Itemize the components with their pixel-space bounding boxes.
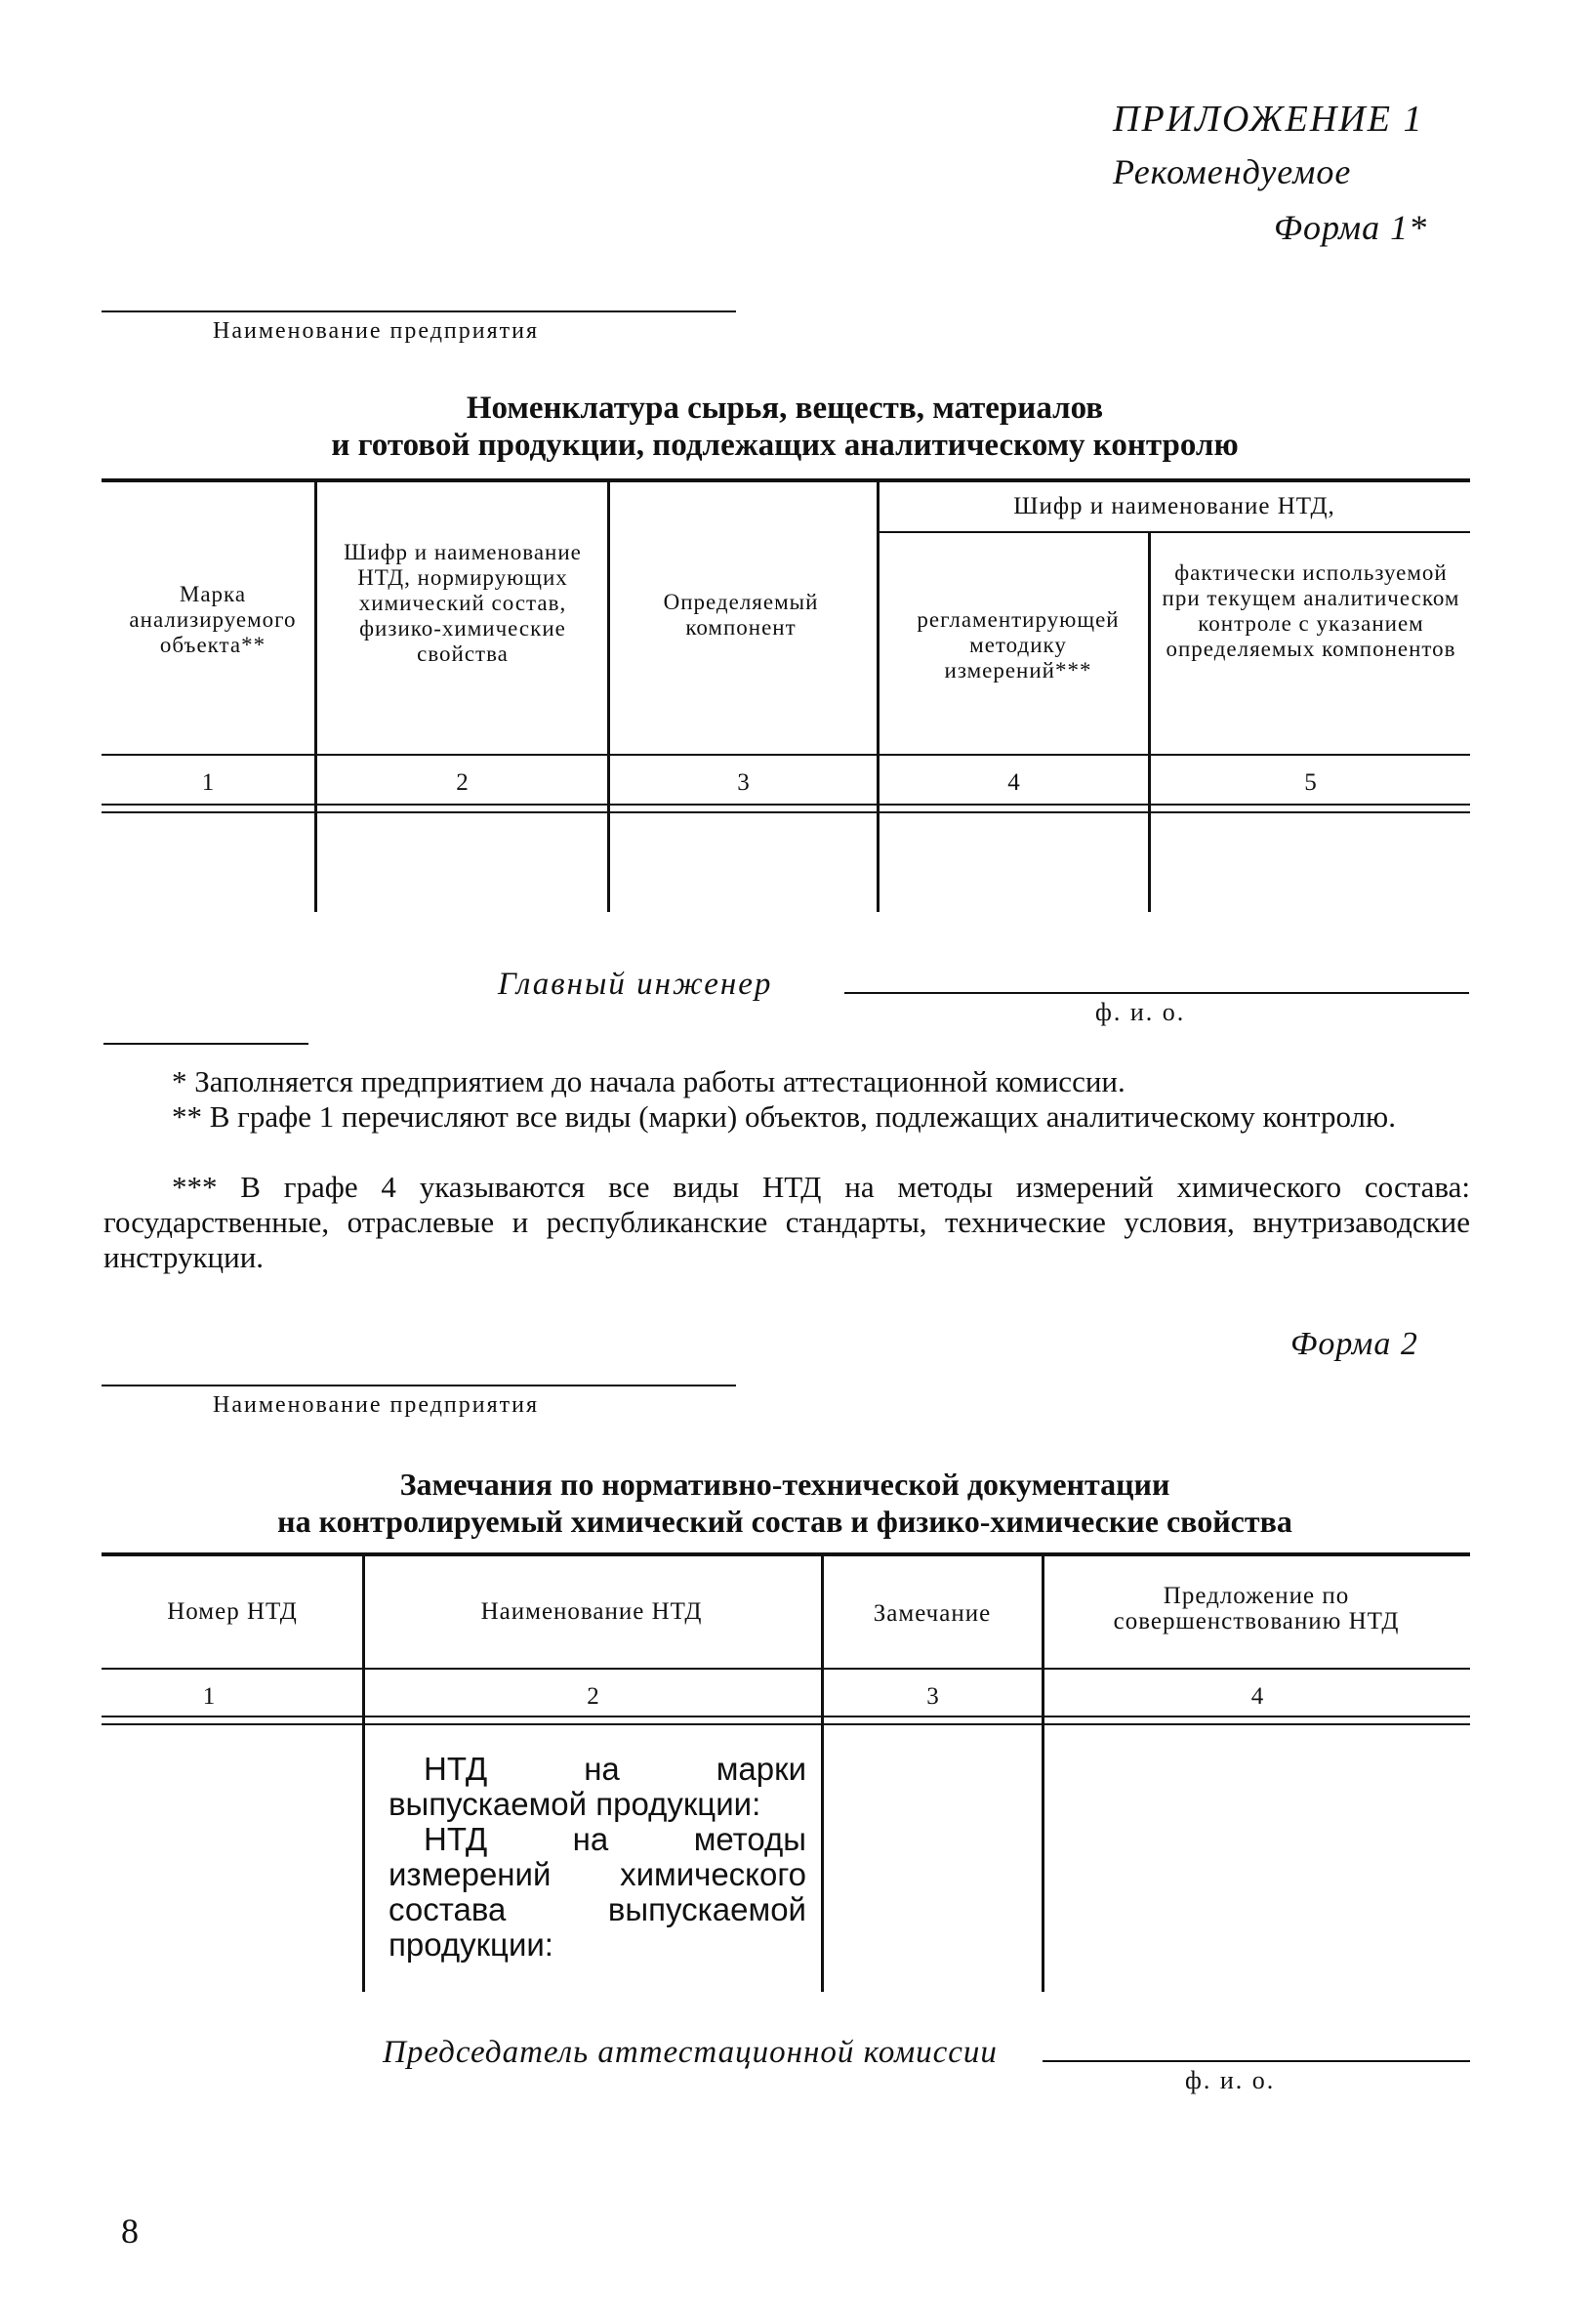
table2-vline-1	[362, 1556, 365, 1992]
form2-cell-ntd-grades: НТД на марки выпускаемой продукции:	[389, 1751, 806, 1822]
form2-col-4-header: Предложение по совершенствованию НТД	[1113, 1583, 1400, 1634]
form1-col-5-header: фактически используемой при текущем аналитическом контроле с указанием определяемых компонентов	[1162, 560, 1460, 661]
form1-col-4-header: регламентирующей методику измерений***	[917, 607, 1120, 682]
footnote-3: *** В графе 4 указываются все виды НТД на методы измерений химического состава: государственные, отраслевые и республиканские стандарты, технические условия, внутризаводские инструкции.	[103, 1170, 1470, 1274]
form2-enterprise-caption: Наименование предприятия	[213, 1392, 540, 1418]
table1-vline-3	[877, 482, 880, 912]
form1-title-line1: Номенклатура сырья, веществ, материалов	[466, 391, 1104, 426]
table1-group-rule	[877, 531, 1470, 533]
table1-top-rule	[102, 478, 1470, 482]
form1-group-header: Шифр и наименование НТД,	[1013, 493, 1335, 519]
footnote-1: * Заполняется предприятием до начала работы аттестационной комиссии.	[172, 1064, 1125, 1098]
table2-num-rule-a	[102, 1716, 1470, 1717]
table1-vline-4	[1148, 533, 1151, 912]
form1-col-1-header: Марка анализируемого объекта**	[129, 582, 297, 657]
form1-signature-caption: ф. и. о.	[1095, 998, 1186, 1026]
table1-num-rule-b	[102, 811, 1470, 813]
form1-title-line2: и готовой продукции, подлежащих аналитическому контролю	[331, 428, 1239, 463]
table1-vline-2	[607, 482, 610, 912]
form2-cell-ntd-methods: НТД на методы измерений химического состава выпускаемой продукции:	[389, 1821, 806, 1963]
footnote-separator	[103, 1043, 308, 1045]
form1-enterprise-line	[102, 310, 736, 312]
form1-col-3-number: 3	[737, 769, 750, 796]
appendix-title: ПРИЛОЖЕНИЕ 1	[1113, 99, 1424, 140]
form1-label: Форма 1*	[1274, 208, 1428, 247]
form2-title-line2: на контролируемый химический состав и физико-химические свойства	[277, 1504, 1292, 1539]
table1-vline-1	[314, 482, 317, 912]
form1-signature-line	[844, 992, 1469, 994]
table2-num-rule-b	[102, 1723, 1470, 1725]
table1-header-rule	[102, 754, 1470, 756]
form2-col-3-header: Замечание	[873, 1600, 992, 1627]
table1-num-rule-a	[102, 804, 1470, 806]
form2-col-1-number: 1	[202, 1683, 216, 1710]
form2-signature-line	[1043, 2060, 1470, 2062]
table2-header-rule	[102, 1668, 1470, 1670]
page-number: 8	[121, 2212, 139, 2251]
form1-col-1-number: 1	[201, 769, 215, 796]
form2-title-line1: Замечания по нормативно-технической документации	[399, 1467, 1170, 1502]
appendix-status: Рекомендуемое	[1113, 152, 1352, 191]
form1-col-4-number: 4	[1007, 769, 1020, 796]
form2-col-2-header: Наименование НТД	[480, 1598, 703, 1625]
form1-col-5-number: 5	[1304, 769, 1317, 796]
form2-col-4-number: 4	[1250, 1683, 1264, 1710]
form2-col-2-number: 2	[587, 1683, 599, 1710]
form2-signature-caption: ф. и. о.	[1185, 2066, 1276, 2094]
form2-col-3-number: 3	[926, 1683, 939, 1710]
form2-signature-label: Председатель аттестационной комиссии	[383, 2035, 998, 2070]
footnote-2: ** В графе 1 перечисляют все виды (марки) объектов, подлежащих аналитическому контролю.	[172, 1099, 1396, 1134]
form2-col-1-header: Номер НТД	[167, 1598, 298, 1625]
form1-signature-label: Главный инженер	[498, 967, 773, 1002]
table2-top-rule	[102, 1552, 1470, 1556]
table2-vline-3	[1042, 1556, 1044, 1992]
form1-enterprise-caption: Наименование предприятия	[213, 318, 540, 344]
form2-label: Форма 2	[1290, 1326, 1418, 1362]
table2-vline-2	[821, 1556, 824, 1992]
form1-col-2-number: 2	[456, 769, 469, 796]
form1-col-3-header: Определяемый компонент	[663, 590, 819, 640]
form2-enterprise-line	[102, 1385, 736, 1386]
form1-col-2-header: Шифр и наименование НТД, нормирующих химический состав, физико-химические свойства	[344, 540, 582, 666]
